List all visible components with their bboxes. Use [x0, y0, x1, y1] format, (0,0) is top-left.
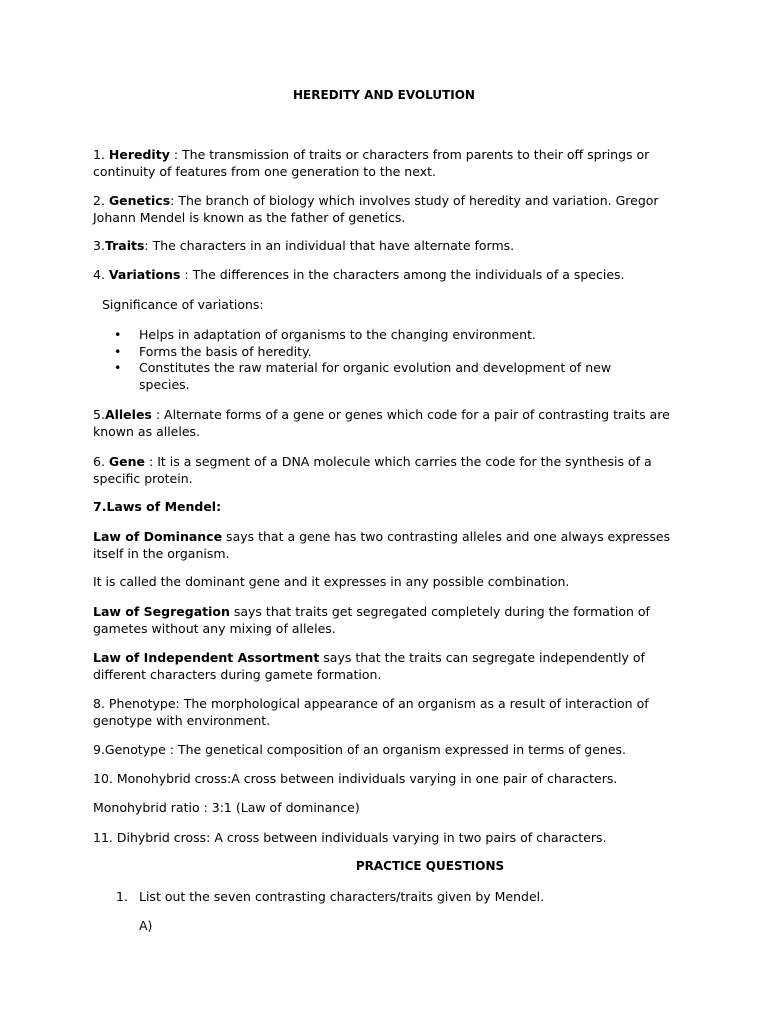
question-text: List out the seven contrasting characters/traits given by Mendel. [139, 889, 545, 904]
monohybrid-ratio: Monohybrid ratio : 3:1 (Law of dominance) [93, 800, 360, 815]
definition-traits [93, 237, 683, 254]
law-text: says that a gene has two contrasting alleles and one always expresses itself in the organism. [93, 529, 671, 561]
definition-phenotype: 8. Phenotype: The morphological appearance of an organism as a result of interaction of genotype with environment. [93, 696, 649, 728]
entry-number: 6. [93, 454, 109, 469]
definition-variations [93, 266, 683, 283]
definition-alleles [93, 406, 683, 440]
significance-heading: Significance of variations: [102, 297, 264, 312]
question-number: 1. [116, 889, 128, 904]
list-item-text: Helps in adaptation of organisms to the changing environment. [139, 327, 536, 342]
law-term: Law of Dominance [93, 529, 223, 544]
entry-number: 4. [93, 267, 109, 282]
entry-separator: : [151, 407, 165, 422]
law-text: says that traits get segregated completely during the formation of gametes without any mixing of alleles. [93, 604, 650, 636]
entry-text: The branch of biology which involves study of heredity and variation. Gregor Johann Mendel is known as the father of genetics. [93, 193, 659, 225]
definition-dihybrid-cross: 11. Dihybrid cross: A cross between individuals varying in two pairs of characters. [93, 830, 607, 845]
law-term: Law of Independent Assortment [93, 650, 320, 665]
practice-questions-heading: PRACTICE QUESTIONS [355, 859, 505, 873]
entry-separator: : [170, 193, 179, 208]
entry-text: The characters in an individual that have alternate forms. [152, 238, 515, 253]
entry-text: The transmission of traits or characters from parents to their off springs or continuity of features from one generation to the next. [93, 147, 650, 179]
entry-term: Variations [108, 267, 181, 282]
entry-separator: : [169, 147, 183, 162]
law-of-dominance [93, 528, 683, 562]
law-text: says that the traits can segregate independently of different characters during gamete formation. [93, 650, 645, 682]
entry-term: Heredity [108, 147, 170, 162]
entry-text: It is a segment of a DNA molecule which carries the code for the synthesis of a specific protein. [93, 454, 652, 486]
list-item-text: Forms the basis of heredity. [139, 344, 312, 359]
law-of-segregation [93, 603, 683, 637]
answer-label: A) [139, 918, 153, 933]
entry-term: Traits [104, 238, 145, 253]
entry-text: The differences in the characters among the individuals of a species. [192, 267, 625, 282]
law-term: Law of Segregation [93, 604, 230, 619]
entry-text: Alternate forms of a gene or genes which code for a pair of contrasting traits are known as alleles. [93, 407, 670, 439]
bullet: • [114, 327, 122, 342]
entry-term: Genetics [108, 193, 171, 208]
definition-heredity [93, 146, 683, 180]
definition-genotype: 9.Genotype : The genetical composition of an organism expressed in terms of genes. [93, 742, 627, 757]
bullet: • [114, 344, 122, 359]
laws-heading: 7.Laws of Mendel: [93, 499, 222, 514]
entry-separator: : [145, 454, 158, 469]
entry-number: 2. [93, 193, 109, 208]
law-of-independent-assortment [93, 649, 683, 683]
entry-number: 1. [93, 147, 109, 162]
entry-number: 3. [93, 238, 105, 253]
entry-term: Gene [108, 454, 146, 469]
definition-monohybrid-cross: 10. Monohybrid cross:A cross between individuals varying in one pair of characters. [93, 771, 618, 786]
entry-term: Alleles [104, 407, 152, 422]
list-item-text: Constitutes the raw material for organic evolution and development of new species. [139, 360, 612, 392]
definition-genetics [93, 192, 683, 226]
entry-number: 5. [93, 407, 105, 422]
dominant-gene-note: It is called the dominant gene and it expresses in any possible combination. [93, 574, 570, 589]
definition-gene [93, 453, 683, 487]
entry-separator: : [180, 267, 193, 282]
bullet: • [114, 360, 122, 375]
entry-separator: : [144, 238, 153, 253]
page-title: HEREDITY AND EVOLUTION [293, 88, 475, 102]
